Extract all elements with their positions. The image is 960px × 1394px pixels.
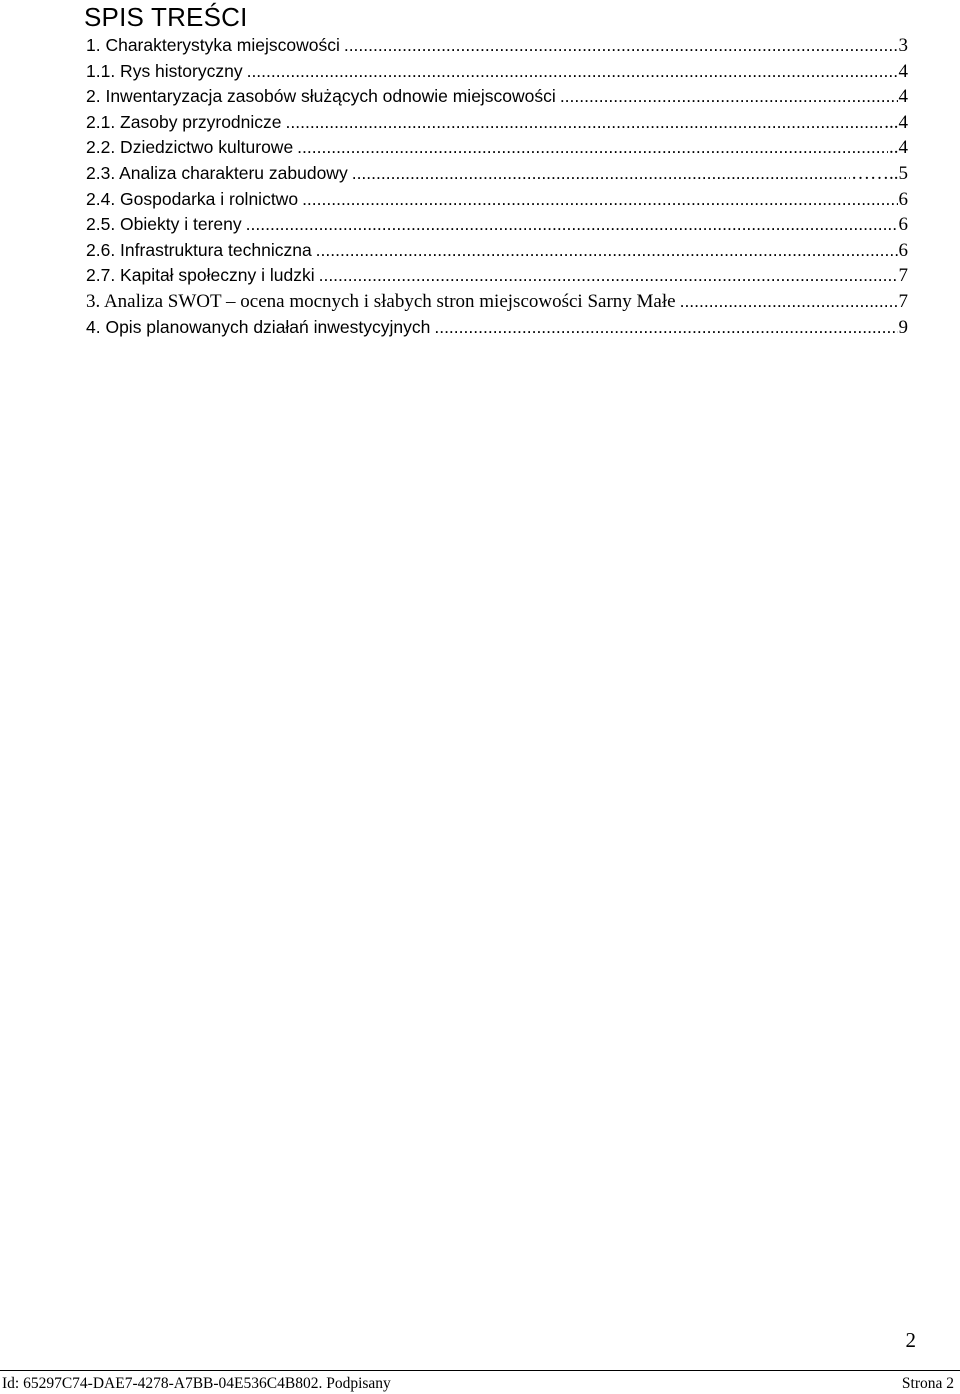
toc-dot-leader [560, 84, 898, 110]
toc-entry[interactable] [86, 212, 908, 238]
toc-entry[interactable] [86, 263, 908, 289]
toc-entry-title: 2.3. Analiza charakteru zabudowy [86, 162, 348, 183]
toc-entry-page: ……..5 [851, 162, 908, 184]
toc-entry-title: 2.2. Dziedzictwo kulturowe [86, 137, 294, 158]
toc-dot-leader [302, 187, 897, 213]
toc-entry[interactable] [86, 84, 908, 110]
toc-entry-page: 4 [898, 86, 908, 108]
toc-entry-title: 1.1. Rys historyczny [86, 60, 243, 81]
toc-entry-page: ...4 [884, 111, 908, 133]
toc-entry[interactable] [86, 110, 908, 136]
toc-entry-title: 3. Analiza SWOT – ocena mocnych i słabych stron miejscowości Sarny Małe [86, 290, 676, 312]
toc-entry-title: 2.1. Zasoby przyrodnicze [86, 111, 282, 132]
toc-entry[interactable] [86, 59, 908, 85]
toc-entry[interactable] [86, 135, 908, 161]
table-of-contents [86, 33, 908, 340]
toc-entry[interactable] [86, 238, 908, 264]
toc-entry-title: 4. Opis planowanych działań inwestycyjnych [86, 316, 431, 337]
page-title: SPIS TREŚCI [84, 2, 248, 32]
toc-dot-leader [246, 212, 898, 238]
toc-entry-page: 7 [898, 265, 908, 287]
toc-entry[interactable] [86, 187, 908, 213]
toc-entry-title: 2.7. Kapitał społeczny i ludzki [86, 265, 315, 286]
toc-entry-title: 1. Charakterystyka miejscowości [86, 35, 340, 55]
toc-dot-leader [352, 161, 850, 187]
footer-page-label: Strona 2 [901, 1375, 954, 1392]
toc-entry-page: 6 [898, 214, 908, 236]
toc-entry-page: 6 [898, 239, 908, 261]
toc-dot-leader [247, 59, 898, 85]
toc-dot-leader [680, 289, 898, 315]
toc-dot-leader [434, 315, 897, 341]
toc-entry-page: 6 [898, 188, 908, 210]
page-number: 2 [905, 1328, 916, 1352]
toc-dot-leader [319, 263, 898, 289]
toc-dot-leader [344, 33, 898, 59]
toc-entry-title: 2. Inwentaryzacja zasobów służących odnowie miejscowości [86, 86, 556, 107]
toc-entry-title: 2.6. Infrastruktura techniczna [86, 239, 312, 260]
toc-dot-leader [286, 110, 884, 136]
toc-entry[interactable] [86, 161, 908, 187]
toc-entry[interactable] [86, 33, 908, 59]
toc-entry-page: 4 [898, 60, 908, 82]
toc-entry-page: 9 [898, 316, 908, 338]
toc-entry[interactable] [86, 289, 908, 315]
toc-entry-title: 2.5. Obiekty i tereny [86, 214, 242, 235]
toc-entry[interactable] [86, 315, 908, 341]
footer-document-id: Id: 65297C74-DAE7-4278-A7BB-04E536C4B802. Podpisany [2, 1375, 391, 1392]
toc-entry-title: 2.4. Gospodarka i rolnictwo [86, 188, 299, 209]
toc-dot-leader [297, 135, 888, 161]
footer-divider [0, 1370, 960, 1371]
toc-dot-leader [316, 238, 898, 264]
toc-entry-page: 7 [898, 290, 908, 312]
toc-entry-page: 3 [898, 35, 908, 56]
toc-entry-page: ..4 [889, 137, 908, 159]
